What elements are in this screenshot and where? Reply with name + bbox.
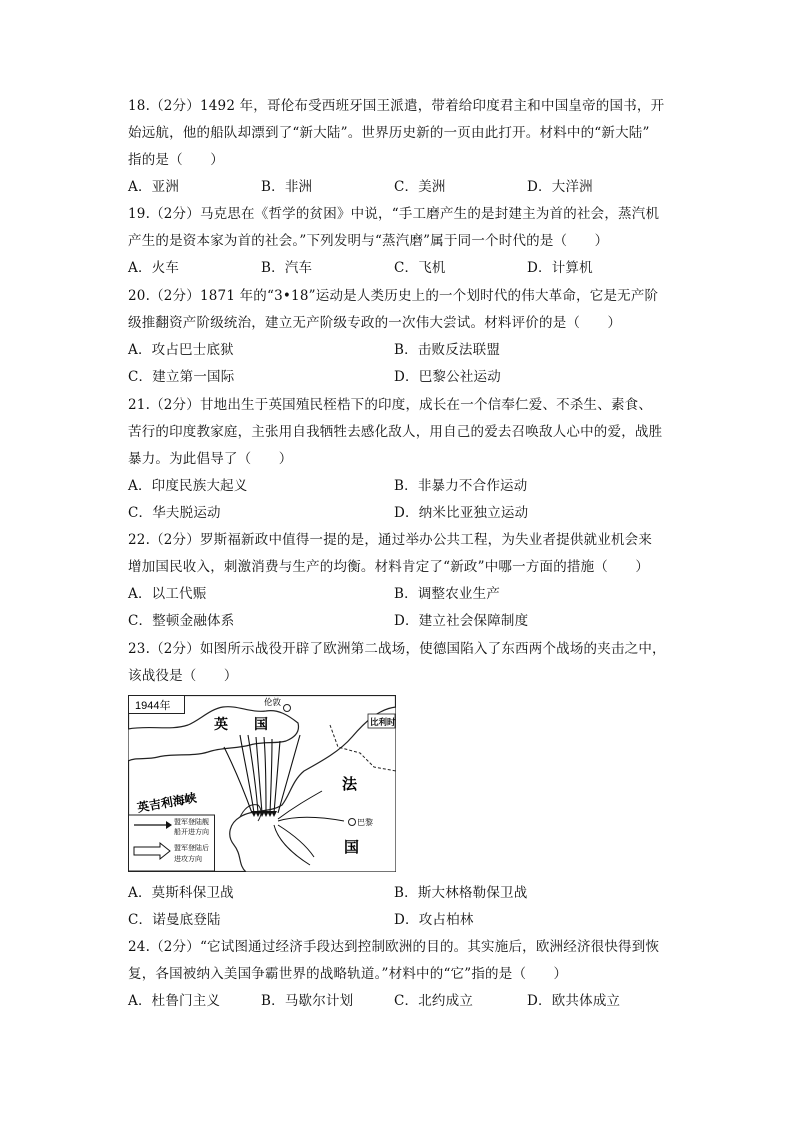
question-text: 级推翻资产阶级统治，建立无产阶级专政的一次伟大尝试。材料评价的是（ ） xyxy=(128,315,622,331)
options-row xyxy=(128,880,688,907)
label-britain-1: 英 xyxy=(214,717,228,733)
question-text: 指的是（ ） xyxy=(128,152,224,168)
label-london: 伦敦 xyxy=(264,698,282,708)
option-d[interactable]: D．攻占柏林 xyxy=(394,912,474,928)
option-c[interactable]: C．华夫脱运动 xyxy=(128,505,221,521)
question-text: 19.（2分）马克思在《哲学的贫困》中说，“手工磨产生的是封建主为首的社会，蒸汽机 xyxy=(128,206,660,222)
option-c[interactable]: C．飞机 xyxy=(394,260,446,276)
question-text: 21.（2分）甘地出生于英国殖民桎梏下的印度，成长在一个信奉仁爱、不杀生、素食、 xyxy=(128,397,653,413)
question-22 xyxy=(128,527,688,635)
option-a[interactable]: A．杜鲁门主义 xyxy=(128,993,221,1009)
option-d[interactable]: D．计算机 xyxy=(527,260,593,276)
question-text: 24.（2分）“它试图通过经济手段达到控制欧洲的目的。其实施后，欧洲经济很快得到恢 xyxy=(128,939,660,955)
options-row xyxy=(128,473,688,500)
option-b[interactable]: B．汽车 xyxy=(261,260,313,276)
options-row xyxy=(128,337,688,364)
label-belgium: 比利时 xyxy=(370,718,396,728)
option-c[interactable]: C．整顿金融体系 xyxy=(128,613,235,629)
question-text: 始远航，他的船队却漂到了“新大陆”。世界历史新的一页由此打开。材料中的“新大陆” xyxy=(128,125,650,141)
map-year: 1944年 xyxy=(135,700,171,712)
option-d[interactable]: D．大洋洲 xyxy=(527,179,593,195)
option-a[interactable]: A．印度民族大起义 xyxy=(128,478,248,494)
option-a[interactable]: A．莫斯科保卫战 xyxy=(128,885,234,901)
legend-2b: 进攻方向 xyxy=(174,855,202,863)
question-text: 复，各国被纳入美国争霸世界的战略轨道。”材料中的“它”指的是（ ） xyxy=(128,966,568,982)
options-row xyxy=(128,581,688,608)
normandy-map-figure xyxy=(128,695,396,872)
option-c[interactable]: C．美洲 xyxy=(394,179,446,195)
option-a[interactable]: A．以工代赈 xyxy=(128,586,207,602)
option-b[interactable]: B．非暴力不合作运动 xyxy=(394,478,528,494)
options-row xyxy=(128,174,688,201)
options-row xyxy=(128,907,688,934)
options-row xyxy=(128,255,688,282)
question-24 xyxy=(128,934,688,1015)
option-b[interactable]: B．击败反法联盟 xyxy=(394,342,501,358)
question-text: 增加国民收入，刺激消费与生产的均衡。材料肯定了“新政”中哪一方面的措施（ ） xyxy=(128,559,650,575)
question-20 xyxy=(128,283,688,391)
question-text: 20.（2分）1871 年的“3•18”运动是人类历史上的一个划时代的伟大革命，它是无产阶 xyxy=(128,288,659,304)
option-a[interactable]: A．火车 xyxy=(128,260,180,276)
option-d[interactable]: D．欧共体成立 xyxy=(527,993,621,1009)
option-a[interactable]: A．亚洲 xyxy=(128,179,180,195)
label-france-1: 法 xyxy=(342,775,358,793)
option-c[interactable]: C．诺曼底登陆 xyxy=(128,912,221,928)
label-paris: 巴黎 xyxy=(357,818,373,827)
legend-1b: 船开进方向 xyxy=(174,828,209,836)
question-text: 该战役是（ ） xyxy=(128,668,238,684)
options-row xyxy=(128,500,688,527)
option-b[interactable]: B．斯大林格勒保卫战 xyxy=(394,885,528,901)
option-c[interactable]: C．建立第一国际 xyxy=(128,369,235,385)
label-channel: 英吉利海峡 xyxy=(136,790,198,815)
label-france-2: 国 xyxy=(344,838,360,856)
question-text: 暴力。为此倡导了（ ） xyxy=(128,451,293,467)
options-row xyxy=(128,988,688,1015)
options-row xyxy=(128,608,688,635)
option-d[interactable]: D．巴黎公社运动 xyxy=(394,369,501,385)
legend-2a: 盟军登陆后 xyxy=(174,844,209,852)
option-d[interactable]: D．建立社会保障制度 xyxy=(394,613,529,629)
option-b[interactable]: B．马歇尔计划 xyxy=(261,993,354,1009)
question-23-options xyxy=(128,880,688,934)
option-b[interactable]: B．调整农业生产 xyxy=(394,586,501,602)
label-britain-2: 国 xyxy=(254,717,268,733)
question-text: 22.（2分）罗斯福新政中值得一提的是，通过举办公共工程，为失业者提供就业机会来 xyxy=(128,532,653,548)
question-19 xyxy=(128,201,688,282)
option-b[interactable]: B．非洲 xyxy=(261,179,313,195)
question-21 xyxy=(128,392,688,527)
question-23 xyxy=(128,636,688,690)
question-18 xyxy=(128,93,688,201)
question-text: 23.（2分）如图所示战役开辟了欧洲第二战场，使德国陷入了东西两个战场的夹击之中， xyxy=(128,641,666,657)
option-a[interactable]: A．攻占巴士底狱 xyxy=(128,342,234,358)
options-row xyxy=(128,364,688,391)
question-text: 产生的是资本家为首的社会。”下列发明与“蒸汽磨”属于同一个时代的是（ ） xyxy=(128,233,609,249)
legend-1a: 盟军登陆舰 xyxy=(174,818,209,826)
option-c[interactable]: C．北约成立 xyxy=(394,993,474,1009)
option-d[interactable]: D．纳米比亚独立运动 xyxy=(394,505,529,521)
question-text: 苦行的印度教家庭，主张用自我牺牲去感化敌人，用自己的爱去召唤敌人心中的爱，战胜 xyxy=(128,424,663,440)
question-text: 18.（2分）1492 年，哥伦布受西班牙国王派遣，带着给印度君主和中国皇帝的国书，开 xyxy=(128,98,665,114)
